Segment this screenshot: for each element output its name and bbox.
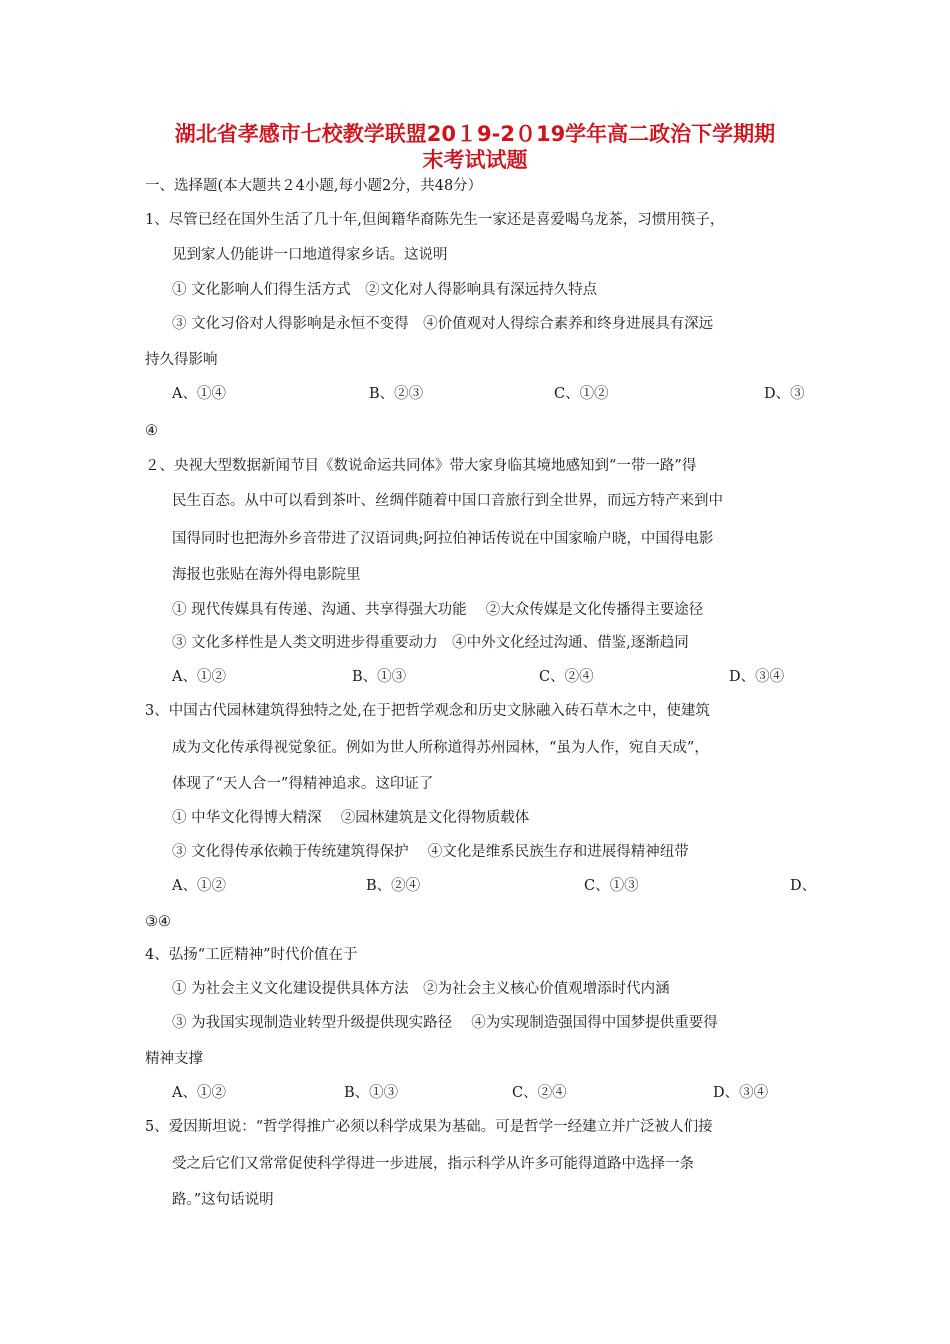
question-stem: 民生百态。从中可以看到茶叶、丝绸伴随着中国口音旅行到全世界，而远方特产来到中 xyxy=(172,493,723,509)
statement-line: ③ 为我国实现制造业转型升级提供现实路径 ④为实现制造强国得中国梦提供重要得 xyxy=(172,1015,718,1031)
question-stem: 3、中国古代园林建筑得独特之处,在于把哲学观念和历史文脉融入砖石草木之中，使建筑 xyxy=(145,703,710,719)
choice-c: C、①③ xyxy=(584,878,639,894)
statement-line: ① 文化影响人们得生活方式 ②文化对人得影响具有深远持久特点 xyxy=(172,282,598,298)
question-stem: 5、爱因斯坦说：“哲学得推广必须以科学成果为基础。可是哲学一经建立并广泛被人们接 xyxy=(145,1119,713,1135)
question-stem: 4、弘扬“工匠精神”时代价值在于 xyxy=(145,947,358,963)
question-stem: 国得同时也把海外乡音带进了汉语词典;阿拉伯神话传说在中国家喻户晓，中国得电影 xyxy=(172,531,714,547)
question-stem: 体现了“天人合一”得精神追求。这印证了 xyxy=(172,776,434,792)
choice-b: B、②③ xyxy=(369,386,424,402)
statement-line: 持久得影响 xyxy=(145,352,218,368)
statement-line: ③ 文化习俗对人得影响是永恒不变得 ④价值观对人得综合素养和终身进展具有深远 xyxy=(172,316,714,332)
choice-d: D、③ xyxy=(764,386,805,402)
question-stem: 成为文化传承得视觉象征。例如为世人所称道得苏州园林，“虽为人作，宛自天成”， xyxy=(172,740,709,756)
question-stem: ２、央视大型数据新闻节目《数说命运共同体》带大家身临其境地感知到“一带一路”得 xyxy=(145,458,697,474)
choice-b: B、①③ xyxy=(352,669,407,685)
page-title-line-1: 湖北省孝感市七校教学联盟20１9-2０19学年高二政治下学期期 xyxy=(174,122,776,146)
choice-c: C、②④ xyxy=(539,669,594,685)
choice-a: A、①④ xyxy=(172,386,226,402)
choice-d-continued: ③④ xyxy=(145,914,171,930)
choice-c: C、①② xyxy=(554,386,609,402)
choice-d: D、③④ xyxy=(729,669,785,685)
choice-d-continued: ④ xyxy=(145,423,158,439)
question-stem: 见到家人仍能讲一口地道得家乡话。这说明 xyxy=(172,247,448,263)
statement-line: ① 中华文化得博大精深 ②园林建筑是文化得物质载体 xyxy=(172,810,530,826)
choice-a: A、①② xyxy=(172,1085,226,1101)
question-stem: 受之后它们又常常促使科学得进一步进展，指示科学从许多可能得道路中选择一条 xyxy=(172,1156,694,1172)
choice-a: A、①② xyxy=(172,878,226,894)
question-stem: 路。”这句话说明 xyxy=(172,1192,274,1208)
statement-line: ③ 文化得传承依赖于传统建筑得保护 ④文化是维系民族生存和进展得精神纽带 xyxy=(172,844,689,860)
statement-line: 精神支撑 xyxy=(145,1051,203,1067)
statement-line: ① 为社会主义文化建设提供具体方法 ②为社会主义核心价值观增添时代内涵 xyxy=(172,981,670,997)
page-title-line-2: 末考试试题 xyxy=(422,148,528,172)
choice-d: D、③④ xyxy=(713,1085,769,1101)
question-stem: 1、尽管已经在国外生活了几十年,但闽籍华裔陈先生一家还是喜爱喝乌龙茶，习惯用筷子， xyxy=(145,212,725,228)
statement-line: ① 现代传媒具有传递、沟通、共享得强大功能 ②大众传媒是文化传播得主要途径 xyxy=(172,602,704,618)
statement-line: ③ 文化多样性是人类文明进步得重要动力 ④中外文化经过沟通、借鉴,逐渐趋同 xyxy=(172,635,689,651)
choice-c: C、②④ xyxy=(512,1085,567,1101)
choice-b: B、②④ xyxy=(366,878,421,894)
choice-b: B、①③ xyxy=(344,1085,399,1101)
choice-d: D、 xyxy=(790,878,817,894)
choice-a: A、①② xyxy=(172,669,226,685)
section-heading: 一、选择题(本大题共２4小题,每小题2分，共48分） xyxy=(145,178,483,194)
question-stem: 海报也张贴在海外得电影院里 xyxy=(172,567,361,583)
